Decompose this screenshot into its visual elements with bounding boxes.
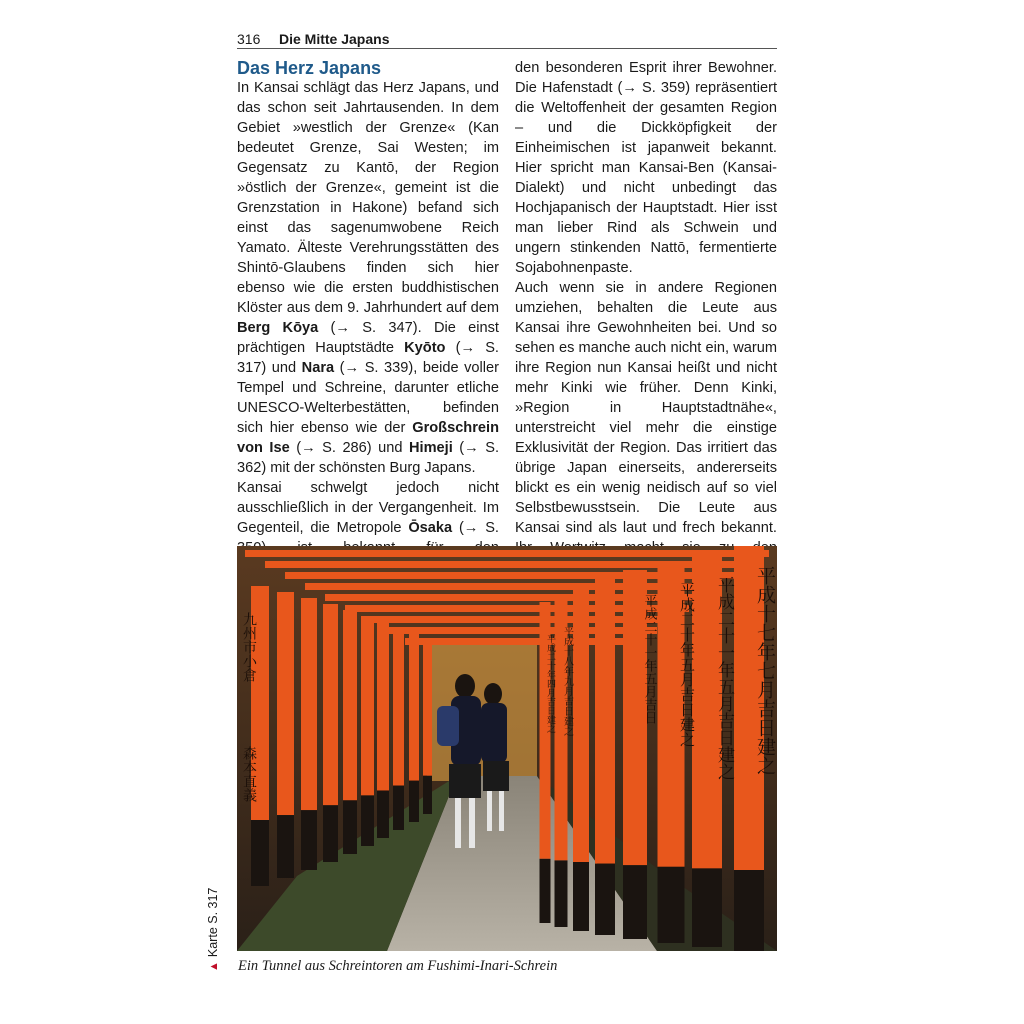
bold-place-name: Berg Kōya xyxy=(237,320,319,336)
torii-pillar xyxy=(323,604,338,805)
torii-pillar-base xyxy=(573,862,589,931)
text-column-right xyxy=(515,58,777,578)
torii-pillar-base xyxy=(323,805,338,862)
photo-caption: Ein Tunnel aus Schreintoren am Fushimi-Inari-Schrein xyxy=(238,958,558,974)
torii-pillar-base xyxy=(277,815,294,878)
article-title: Das Herz Japans xyxy=(237,58,382,78)
inscription-2: 平成二十一年五月吉日建之 xyxy=(714,576,734,780)
torii-pillar-base xyxy=(555,860,568,927)
torii-pillar-base xyxy=(343,800,357,854)
paragraph-2-continued: den besonderen Esprit ihrer Bewohner. Die Hafenstadt (→ S. 359) repräsentiert die Weltoffenheit der gesamten Region – und die Dickköpfigkeit der Einheimischen ist japanweit bekannt. Hier spricht man Kansai-Ben (Kansai-Dialekt) und nicht unbedingt das Hochjapanisch der Hauptstadt. Hier isst man lieber Rind als Schwein und ungern stinkenden Nattō, fermentierte Sojabohnenpaste. xyxy=(515,60,778,276)
torii-pillar xyxy=(361,616,374,795)
section-title: Die Mitte Japans xyxy=(279,31,390,47)
torii-pillar-base xyxy=(595,864,615,935)
bold-place-name: Himeji xyxy=(408,440,453,456)
torii-pillar-base xyxy=(251,820,269,886)
torii-pillar-base xyxy=(734,870,764,951)
page-number: 316 xyxy=(237,31,261,47)
torii-pillar-base xyxy=(623,865,647,939)
torii-illustration xyxy=(237,546,777,951)
map-reference-label: Karte S. 317 xyxy=(206,887,220,958)
inscription-7: 九州市小倉 xyxy=(241,612,257,682)
bold-place-name: Großschrein von Ise xyxy=(237,420,499,456)
inscription-3: 平成二十年五月吉日建之 xyxy=(678,582,696,747)
paragraph-1: In Kansai schlägt das Herz Japans, und das schon seit Jahrtausenden. In dem Gebiet »westlich der Grenze« (Kan bedeutet Grenze, Sai Westen; im Gegensatz zu Kantō, der Region »östlich der Grenze«, gemeint ist die Grenzstation in Hakone) befand sich einst das sagenumwobene Reich Yamato. Älteste Verehrungsstätten des Shintō-Glaubens finden sich hier ebenso wie die ersten buddhistischen Klöster aus dem 9. Jahrhundert auf dem Berg Kōya (→ S. 347). Die einst prächtigen Hauptstädte Kyōto (→ S. 317) und Nara (→ S. 339), beide voller Tempel und Schreine, darunter etliche UNESCO-Welterbestätten, befinden sich hier ebenso wie der Großschrein von Ise (→ S. 286) und Himeji (→ S. 362) mit der schönsten Burg Japans. xyxy=(237,80,499,476)
torii-pillar-base xyxy=(301,810,317,870)
bold-place-name: Nara xyxy=(301,360,335,376)
torii-pillar xyxy=(301,598,317,810)
torii-pillar-base xyxy=(540,859,551,923)
torii-pillar-base xyxy=(658,867,685,943)
inscription-4: 平成二十一年五月吉日 xyxy=(641,594,657,724)
torii-pillar xyxy=(423,640,432,776)
torii-pillar-base xyxy=(393,786,404,830)
torii-pillar xyxy=(393,628,404,786)
torii-pillar-base xyxy=(692,868,722,947)
bold-place-name: Ōsaka xyxy=(408,520,453,536)
torii-pillar xyxy=(573,586,589,862)
torii-beam xyxy=(385,627,657,634)
paragraph-2: Kansai schwelgt jedoch nicht ausschließlich in der Vergangenheit. Im Gegenteil, die Metropole Ōsaka (→ S. xyxy=(237,480,499,536)
text-column-left xyxy=(237,58,499,578)
torii-pillar-base xyxy=(409,781,419,822)
running-header xyxy=(237,30,777,49)
torii-pillar xyxy=(343,610,357,800)
torii-pillar xyxy=(377,622,389,790)
torii-pillar xyxy=(595,578,615,864)
photo-torii-tunnel xyxy=(237,546,777,951)
bold-place-name: Kyōto xyxy=(404,340,446,356)
inscription-8: 森本直義 xyxy=(241,746,257,802)
torii-beam xyxy=(245,550,769,557)
triangle-marker-icon: ▲ xyxy=(208,961,220,972)
map-reference xyxy=(206,888,220,972)
torii-pillar xyxy=(409,634,419,781)
inscription-5: 平成十八年九月吉日建之 xyxy=(561,626,573,736)
inscription-6: 平成二十年四月吉日建之 xyxy=(545,634,555,733)
torii-pillar-base xyxy=(361,795,374,846)
torii-pillar-base xyxy=(377,790,389,838)
paragraph-3: Auch wenn sie in andere Regionen umziehen, behalten die Leute aus Kansai ihre Gewohnheiten bei. Und so sehen es manche auch nicht ein, warum ihre Region nun Kansai heißt und nicht mehr Kinki wie früher. Denn Kinki, »Region in Hauptstadtnähe«, unterstreicht viel mehr die einstige Exklusivität der Region. Das irritiert das übrige Japan einerseits, andererseits blickt es ein wenig neidisch auf so viel Selbstbewusstsein. Die Leute aus Kansai sind als laut und frech bekannt. xyxy=(515,280,777,536)
torii-pillar xyxy=(277,592,294,815)
torii-pillar-base xyxy=(423,776,432,814)
inscription-1: 平成十七年七月吉日建之 xyxy=(754,566,776,775)
